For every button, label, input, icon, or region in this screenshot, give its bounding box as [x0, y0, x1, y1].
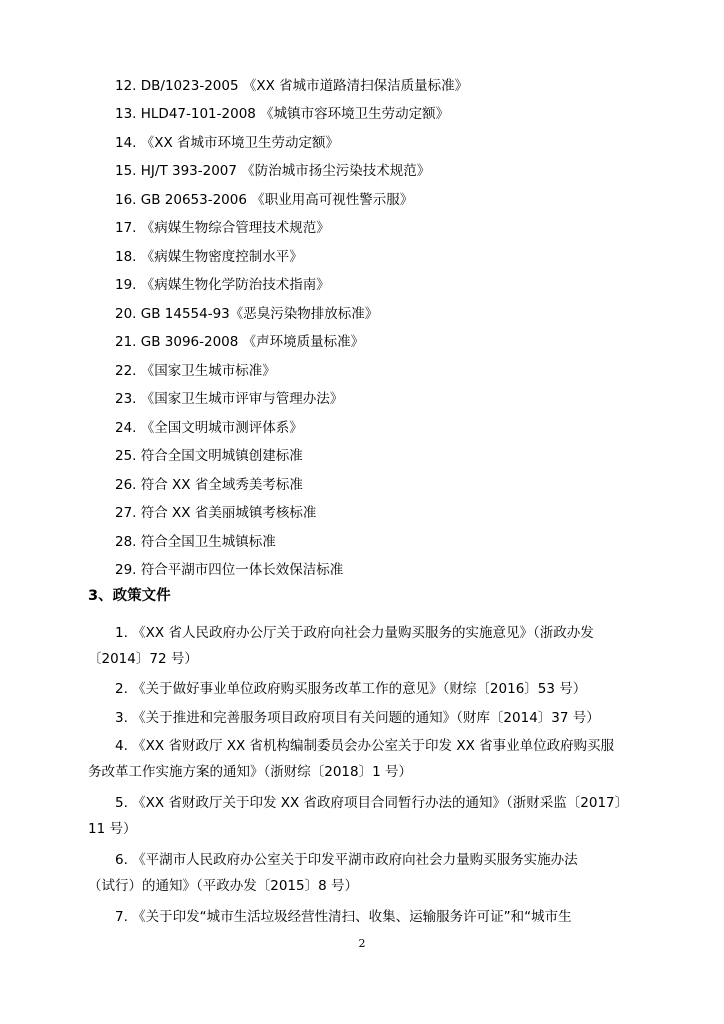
list-item: 28. 符合全国卫生城镇标准: [115, 534, 276, 550]
list-item: 22. 《国家卫生城市标准》: [115, 363, 276, 379]
policy-item: 3. 《关于推进和完善服务项目政府项目有关问题的通知》（财库〔2014〕37 号）: [115, 710, 600, 726]
list-item: 23. 《国家卫生城市评审与管理办法》: [115, 391, 344, 407]
list-item: 25. 符合全国文明城镇创建标准: [115, 448, 303, 464]
list-item: 14. 《XX 省城市环境卫生劳动定额》: [115, 135, 340, 151]
page-number: 2: [358, 937, 366, 950]
list-item: 18. 《病媒生物密度控制水平》: [115, 249, 303, 265]
list-item: 24. 《全国文明城市测评体系》: [115, 420, 303, 436]
policy-item: 1. 《XX 省人民政府办公厅关于政府向社会力量购买服务的实施意见》（浙政办发 〔2014〕72 号）: [88, 625, 594, 667]
list-item: 16. GB 20653-2006 《职业用高可视性警示服》: [115, 192, 414, 208]
policy-item: 4. 《XX 省财政厅 XX 省机构编制委员会办公室关于印发 XX 省事业单位政府购买服 务改革工作实施方案的通知》（浙财综〔2018〕1 号）: [88, 738, 615, 780]
section-heading: 3、政策文件: [88, 588, 171, 604]
list-item: 15. HJ/T 393-2007 《防治城市扬尘污染技术规范》: [115, 163, 431, 179]
list-item: 13. HLD47-101-2008 《城镇市容环境卫生劳动定额》: [115, 106, 450, 122]
list-item: 29. 符合平湖市四位一体长效保洁标准: [115, 562, 344, 578]
policy-item: 5. 《XX 省财政厅关于印发 XX 省政府项目合同暂行办法的通知》（浙财采监〔2017〕 11 号）: [88, 795, 629, 837]
list-item: 27. 符合 XX 省美丽城镇考核标准: [115, 505, 317, 521]
policy-item: 6. 《平湖市人民政府办公室关于印发平湖市政府向社会力量购买服务实施办法 （试行）的通知》（平政办发〔2015〕8 号）: [88, 852, 578, 894]
policy-item: 7. 《关于印发“城市生活垃圾经营性清扫、收集、运输服务许可证”和“城市生: [115, 909, 572, 925]
list-item: 12. DB/1023-2005 《XX 省城市道路清扫保洁质量标准》: [115, 78, 469, 94]
list-item: 17. 《病媒生物综合管理技术规范》: [115, 220, 330, 236]
list-item: 19. 《病媒生物化学防治技术指南》: [115, 277, 330, 293]
policy-item: 2. 《关于做好事业单位政府购买服务改革工作的意见》（财综〔2016〕53 号）: [115, 681, 587, 697]
list-item: 26. 符合 XX 省全域秀美考标准: [115, 477, 303, 493]
list-item: 20. GB 14554-93《恶臭污染物排放标准》: [115, 306, 379, 322]
list-item: 21. GB 3096-2008 《声环境质量标准》: [115, 334, 365, 350]
